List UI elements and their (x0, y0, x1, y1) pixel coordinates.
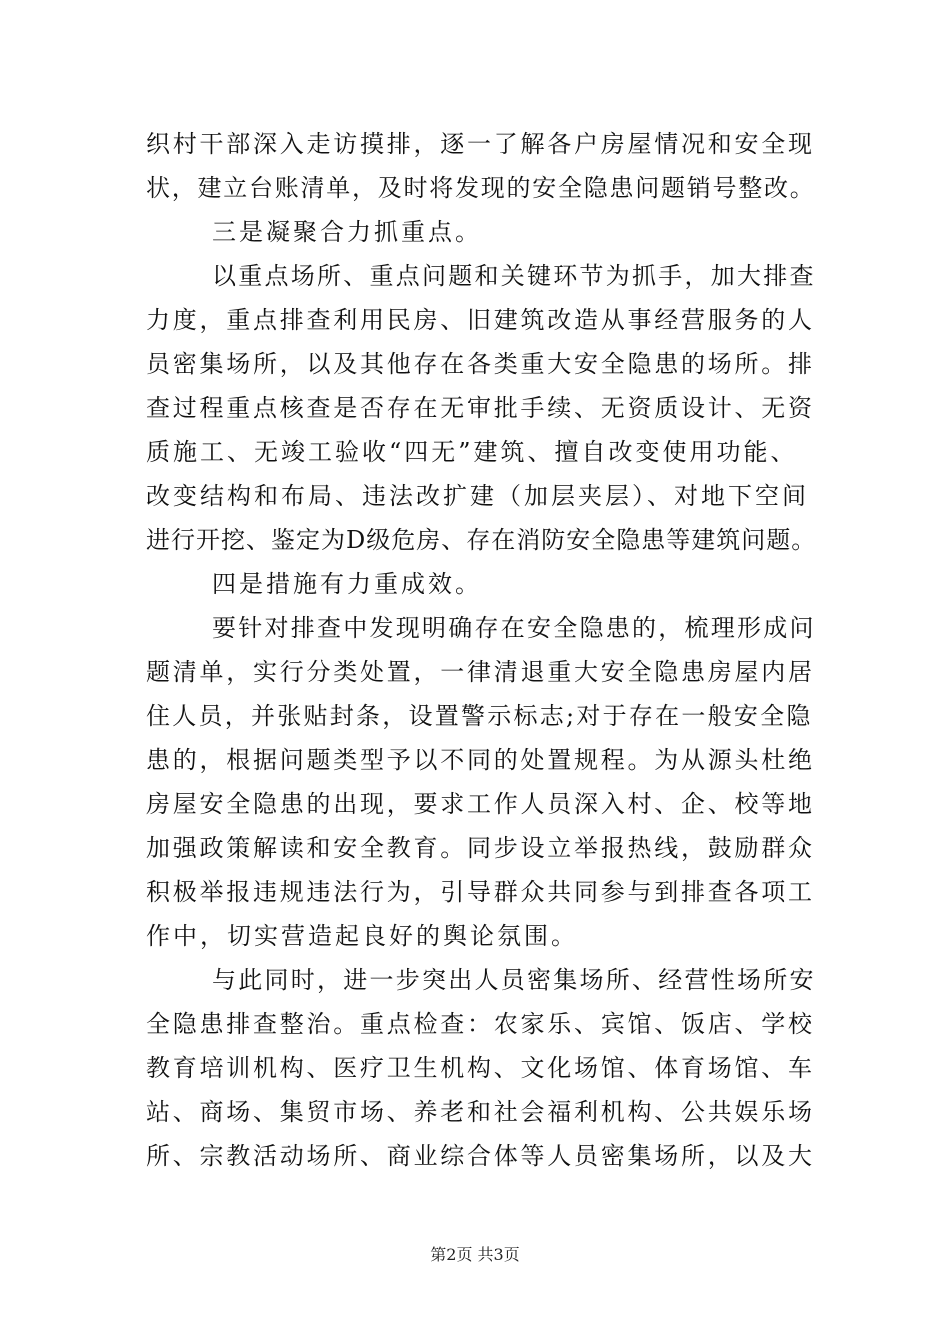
text-line: 教育培训机构、医疗卫生机构、文化场馆、体育场馆、车 (146, 1054, 815, 1082)
page-footer: 第2页 共3页 (430, 1245, 520, 1264)
text-line: 与此同时，进一步突出人员密集场所、经营性场所安 (212, 966, 816, 994)
text-line: 员密集场所，以及其他存在各类重大安全隐患的场所。排 (146, 350, 815, 378)
text-line: 改变结构和布局、违法改扩建（加层夹层）、对地下空间 (146, 482, 809, 510)
text-line: 四是措施有力重成效。 (212, 570, 482, 598)
text-line: 作中，切实营造起良好的舆论氛围。 (146, 922, 578, 950)
text-line: 查过程重点核查是否存在无审批手续、无资质设计、无资 (146, 394, 815, 422)
text-line: 加强政策解读和安全教育。同步设立举报热线，鼓励群众 (146, 834, 815, 862)
text-line: 质施工、无竣工验收“四无”建筑、擅自改变使用功能、 (146, 438, 798, 466)
text-line: 站、商场、集贸市场、养老和社会福利机构、公共娱乐场 (146, 1098, 815, 1126)
text-line: 状，建立台账清单，及时将发现的安全隐患问题销号整改。 (146, 174, 816, 202)
text-line: 全隐患排查整治。重点检查：农家乐、宾馆、饭店、学校 (146, 1010, 815, 1038)
document-body (146, 122, 816, 1178)
text-line: 房屋安全隐患的出现，要求工作人员深入村、企、校等地 (146, 790, 815, 818)
text-line: 力度，重点排查利用民房、旧建筑改造从事经营服务的人 (146, 306, 815, 334)
text-line: 住人员，并张贴封条，设置警示标志;对于存在一般安全隐 (146, 702, 813, 730)
text-line: 所、宗教活动场所、商业综合体等人员密集场所，以及大 (146, 1142, 815, 1170)
text-line: 要针对排查中发现明确存在安全隐患的，梳理形成问 (212, 614, 816, 642)
text-line: 题清单，实行分类处置，一律清退重大安全隐患房屋内居 (146, 658, 815, 686)
text-line: 患的，根据问题类型予以不同的处置规程。为从源头杜绝 (146, 746, 815, 774)
text-line: 积极举报违规违法行为，引导群众共同参与到排查各项工 (146, 878, 815, 906)
text-line: 以重点场所、重点问题和关键环节为抓手，加大排查 (212, 262, 816, 290)
text-line: 三是凝聚合力抓重点。 (212, 218, 482, 246)
text-line: 织村干部深入走访摸排，逐一了解各户房屋情况和安全现 (146, 130, 815, 158)
text-line: 进行开挖、鉴定为D级危房、存在消防安全隐患等建筑问题。 (146, 526, 817, 554)
